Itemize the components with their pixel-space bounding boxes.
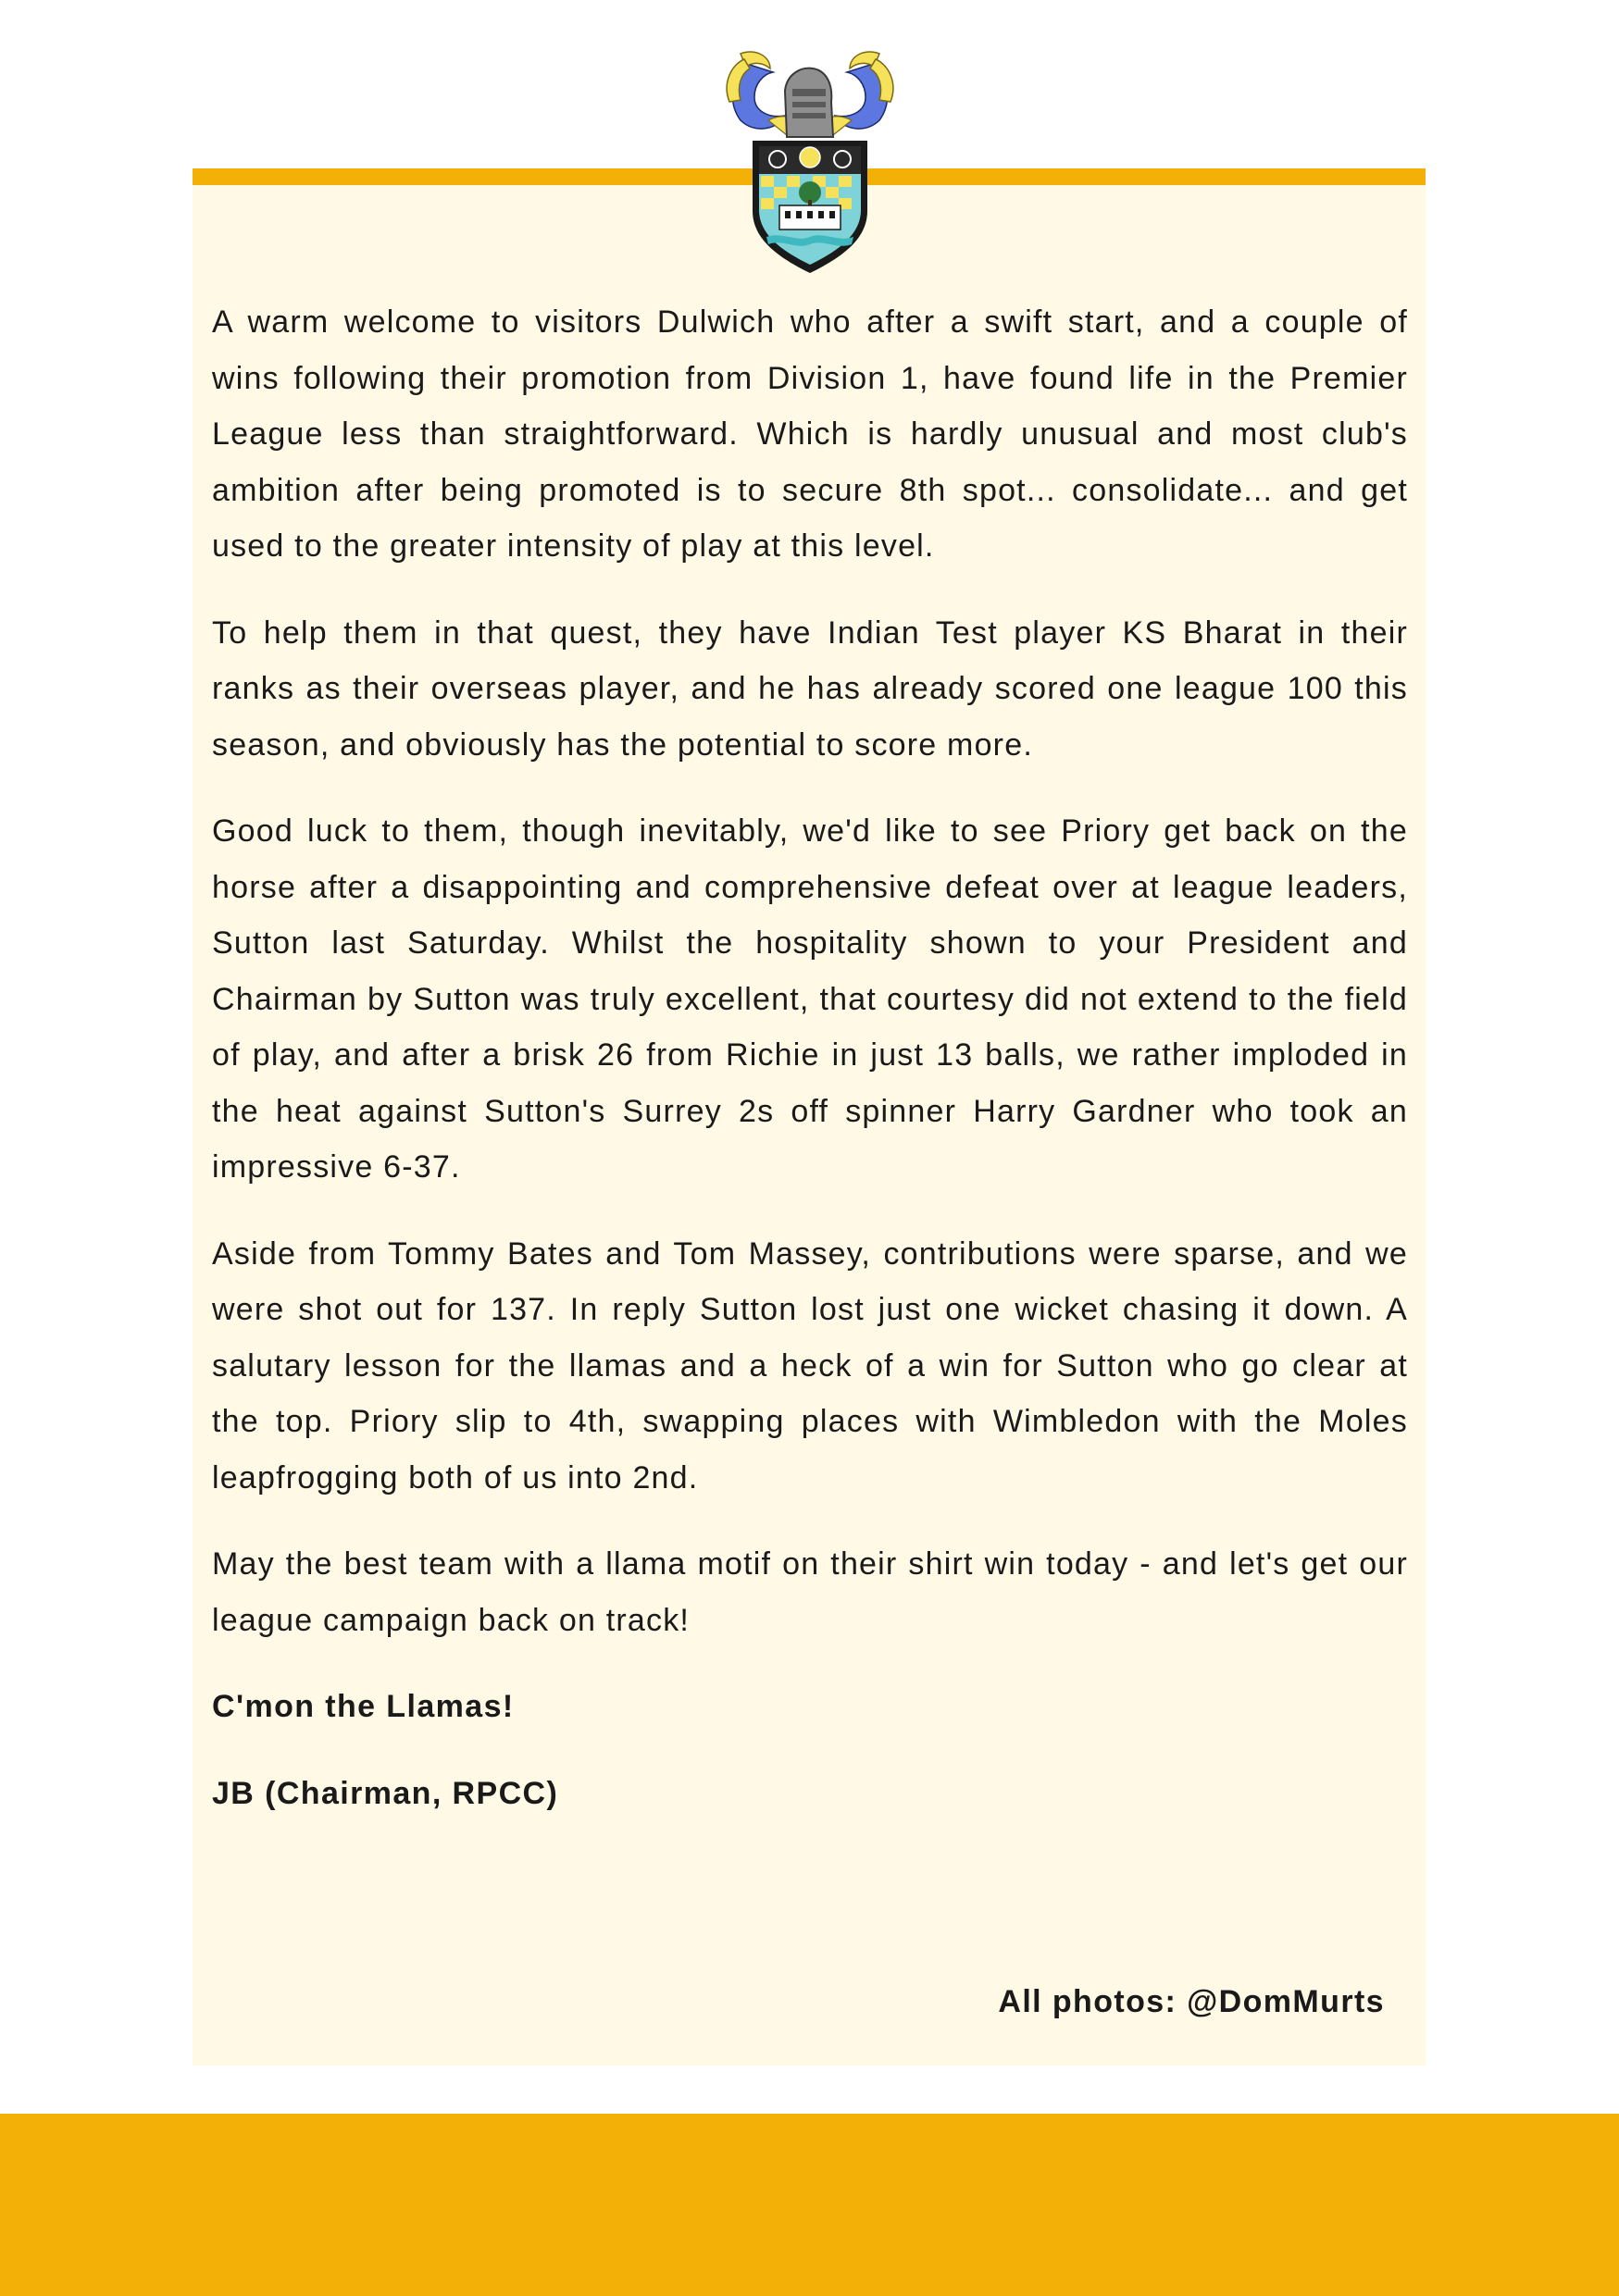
article-paragraph: A warm welcome to visitors Dulwich who after a swift start, and a couple of wins following their promotion from Division 1, have found life in the Premier League less than straightforward. Which is hardly unusual and most club's ambition after being promoted is to secure 8th spot... consolidate... and get used to the greater intensity of play at this level. bbox=[212, 304, 1408, 564]
club-crest-icon bbox=[713, 46, 907, 278]
article-paragraph: Aside from Tommy Bates and Tom Massey, contributions were sparse, and we were shot out for 137. In reply Sutton lost just one wicket chasing it down. A salutary lesson for the llamas and a heck of a win for Sutton who go clear at the top. Priory slip to 4th, swapping places with Wimbledon with the Moles leapfrogging both of us into 2nd. bbox=[212, 1235, 1408, 1496]
article-body bbox=[212, 294, 1408, 1852]
signoff-line: JB (Chairman, RPCC) bbox=[212, 1775, 559, 1811]
article-paragraph: Good luck to them, though inevitably, we'd like to see Priory get back on the horse after a disappointing and comprehensive defeat over at league leaders, Sutton last Saturday. Whilst the hospitality shown to your President and Chairman by Sutton was truly excellent, that courtesy did not extend to the field of play, and after a brisk 26 from Richie in just 13 balls, we rather imploded in the heat against Sutton's Surrey 2s off spinner Harry Gardner who took an impressive 6-37. bbox=[212, 813, 1408, 1185]
footer-bar bbox=[0, 2114, 1619, 2296]
photo-credit: All photos: @DomMurts bbox=[998, 1984, 1385, 2019]
cheer-line: C'mon the Llamas! bbox=[212, 1689, 515, 1724]
article-paragraph: To help them in that quest, they have Indian Test player KS Bharat in their ranks as their overseas player, and he has already scored one league 100 this season, and obviously has the potential to score more. bbox=[212, 614, 1408, 763]
article-paragraph: May the best team with a llama motif on their shirt win today - and let's get our league campaign back on track! bbox=[212, 1546, 1408, 1638]
